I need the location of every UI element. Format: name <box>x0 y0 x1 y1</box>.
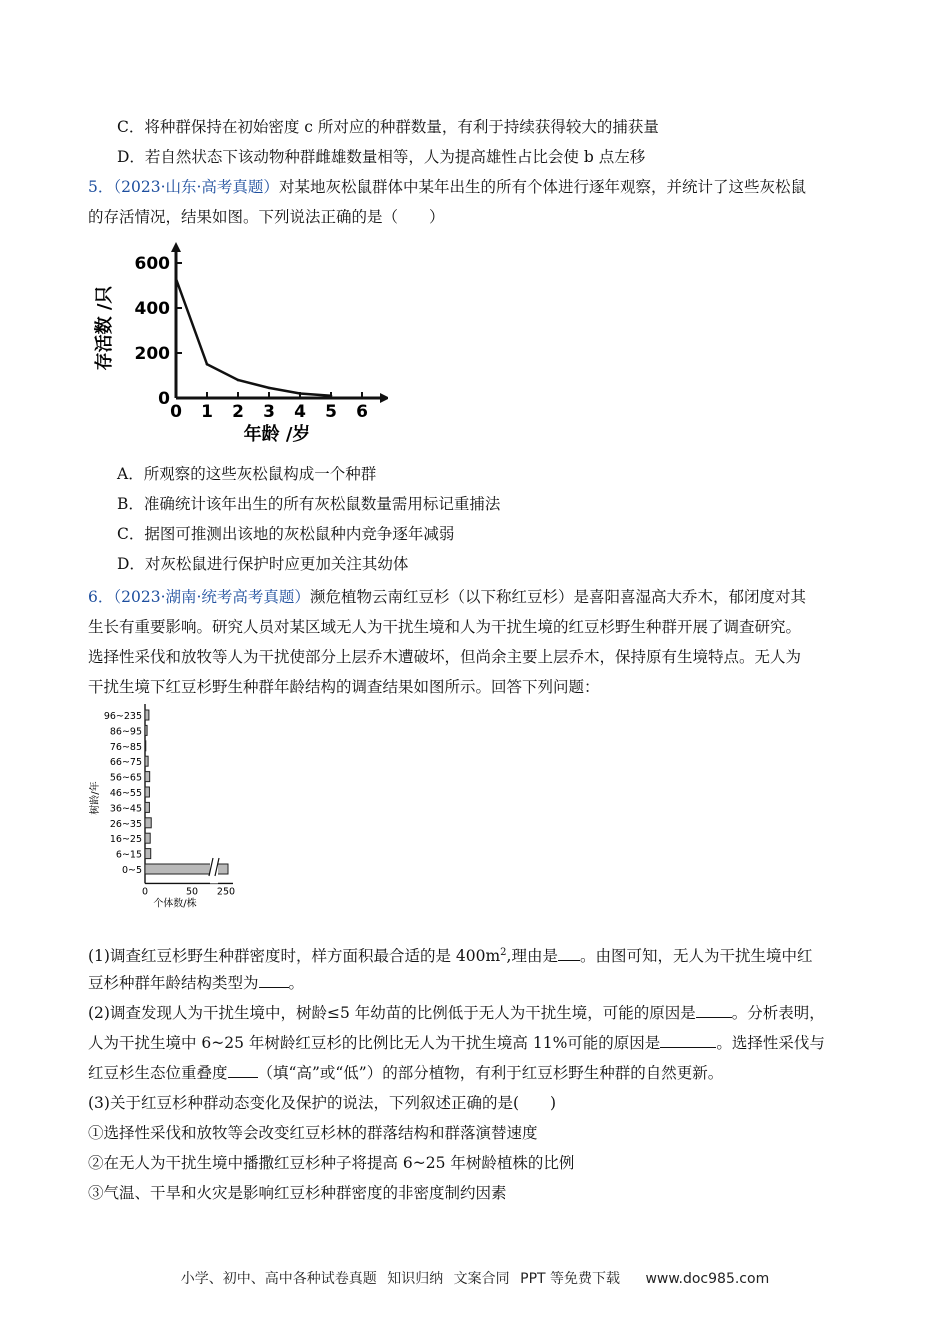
x-tick-label: 5 <box>325 402 337 422</box>
data-point <box>299 392 302 395</box>
data-point <box>206 363 209 366</box>
q6-part3-item-3: ③气温、干旱和火灾是影响红豆杉种群密度的非密度制约因素 <box>88 1184 507 1202</box>
age-structure-bar-chart <box>88 700 258 925</box>
q6-part1-text-c: 。由图可知，无人为干扰生境中红 <box>579 947 813 966</box>
q6-part2-line1 <box>88 1003 825 1023</box>
footer-text-2: 知识归纳 <box>387 1271 444 1287</box>
footer-text-1: 小学、初中、高中各种试卷真题 <box>180 1271 377 1287</box>
q6-part2-text-d: 。选择性采伐与 <box>716 1034 825 1052</box>
q6-part3-item-2: ②在无人为干扰生境中播撒红豆杉种子将提高 6~25 年树龄植株的比例 <box>88 1154 575 1172</box>
data-point <box>330 394 333 397</box>
bar <box>145 741 146 751</box>
q6-stem-line1 <box>88 587 806 607</box>
q5-option-b: B．准确统计该年出生的所有灰松鼠数量需用标记重捕法 <box>117 495 501 513</box>
q6-part1-line2 <box>88 973 304 993</box>
x-tick-label: 0 <box>170 402 182 422</box>
y-tick-label: 56~65 <box>109 772 142 784</box>
x-tick-label: 6 <box>356 402 368 422</box>
q6-part1-text-a: (1)调查红豆杉野生种群密度时，样方面积最合适的是 400m <box>88 947 501 966</box>
y-tick-label: 200 <box>134 344 170 364</box>
x-tick-label: 0 <box>141 886 149 898</box>
bar <box>145 802 149 812</box>
x-tick-label: 3 <box>263 402 275 422</box>
bar <box>145 710 149 720</box>
x-tick-label: 4 <box>294 402 306 422</box>
footer-text-3: 文案合同 <box>453 1271 510 1287</box>
q4-option-d: D．若自然状态下该动物种群雌雄数量相等，人为提高雄性占比会使 b 点左移 <box>117 148 646 166</box>
data-point <box>237 379 240 382</box>
answer-blank[interactable] <box>228 1063 258 1078</box>
q6-part1-text-d: 豆杉种群年龄结构类型为 <box>88 974 259 992</box>
y-tick-label: 46~55 <box>109 788 142 799</box>
q6-part1-line1 <box>88 943 813 966</box>
data-point <box>268 387 271 390</box>
x-axis-label: 个体数/株 <box>153 898 197 910</box>
q5-number: 5． <box>88 178 114 196</box>
q6-source: （2023·湖南·统考高考真题） <box>113 588 310 606</box>
q5-stem-text: 对某地灰松鼠群体中某年出生的所有个体进行逐年观察，并统计了这些灰松鼠 <box>278 178 806 196</box>
page-footer <box>0 1268 950 1288</box>
y-tick-label: 96~235 <box>103 711 142 722</box>
x-tick-label: 1 <box>201 402 213 422</box>
q6-number: 6． <box>88 588 114 606</box>
data-point <box>175 277 178 280</box>
q5-stem-line1 <box>88 177 806 197</box>
q5-stem-line2: 的存活情况，结果如图。下列说法正确的是（ ） <box>88 208 445 226</box>
bar <box>145 772 150 782</box>
q4-option-c: C．将种群保持在初始密度 c 所对应的种群数量，有利于持续获得较大的捕获量 <box>117 118 659 136</box>
q6-part2-text-f: （填“高”或“低”）的部分植物，有利于红豆杉野生种群的自然更新。 <box>257 1064 724 1082</box>
y-tick-label: 0~5 <box>121 865 142 876</box>
survival-series-line <box>176 279 331 396</box>
footer-site-link[interactable]: www.doc985.com <box>645 1271 770 1287</box>
q6-part3-item-1: ①选择性采伐和放牧等会改变红豆杉林的群落结构和群落演替速度 <box>88 1124 538 1142</box>
bar <box>145 833 150 843</box>
q5-option-d: D．对灰松鼠进行保护时应更加关注其幼体 <box>117 555 409 573</box>
y-tick-label: 76~85 <box>109 741 142 753</box>
bar <box>145 725 147 735</box>
q6-part1-text-e: 。 <box>288 974 305 992</box>
y-tick-label: 66~75 <box>109 757 142 769</box>
q5-option-a: A．所观察的这些灰松鼠构成一个种群 <box>117 465 377 483</box>
q5-source: （2023·山东·高考真题） <box>113 178 279 196</box>
q6-stem-line3: 选择性采伐和放牧等人为干扰使部分上层乔木遭破坏，但尚余主要上层乔木，保持原有生境特点。无人为 <box>88 648 802 666</box>
q6-part1-sup: 2 <box>500 947 507 958</box>
answer-blank[interactable] <box>660 1033 716 1048</box>
y-tick-label: 16~25 <box>109 834 142 846</box>
y-tick-label: 86~95 <box>109 726 142 738</box>
q6-stem-line4: 干扰生境下红豆杉野生种群年龄结构的调查结果如图所示。回答下列问题： <box>88 678 600 696</box>
bar <box>145 787 149 797</box>
y-tick-label: 600 <box>134 254 170 274</box>
q6-part2-text-c: 人为干扰生境中 6~25 年树龄红豆杉的比例比无人为干扰生境高 11%可能的原因是 <box>88 1034 661 1052</box>
y-axis-arrow <box>171 242 181 252</box>
q6-stem-line2: 生长有重要影响。研究人员对某区域无人为干扰生境和人为干扰生境的红豆杉野生种群开展了调查研究。 <box>88 618 802 636</box>
y-axis-label: 存活数 /只 <box>94 285 115 371</box>
y-tick-label: 6~15 <box>115 849 142 861</box>
bar <box>145 818 151 828</box>
y-tick-label: 400 <box>134 299 170 319</box>
bar <box>145 849 151 859</box>
q6-part2-line3 <box>88 1063 723 1083</box>
x-axis-label: 年龄 /岁 <box>243 424 311 445</box>
answer-blank[interactable] <box>558 946 580 961</box>
x-axis-arrow <box>380 393 388 403</box>
q6-part2-text-b: 。分析表明， <box>731 1004 825 1022</box>
q6-part3-stem: (3)关于红豆杉种群动态变化及保护的说法，下列叙述正确的是( ) <box>88 1094 557 1112</box>
bar <box>145 756 148 766</box>
x-tick-label: 50 <box>185 886 199 898</box>
y-tick-label: 0 <box>158 389 170 409</box>
q6-part2-text-e: 红豆杉生态位重叠度 <box>88 1064 228 1082</box>
x-tick-label: 2 <box>232 402 244 422</box>
q6-part2-line2 <box>88 1033 825 1053</box>
q6-part2-text-a: (2)调查发现人为干扰生境中，树龄≤5 年幼苗的比例低于无人为干扰生境，可能的原因是 <box>88 1004 696 1022</box>
q6-stem-text: 濒危植物云南红豆杉（以下称红豆杉）是喜阳喜湿高大乔木，郁闭度对其 <box>309 588 806 606</box>
y-tick-label: 26~35 <box>109 818 142 830</box>
answer-blank[interactable] <box>259 973 289 988</box>
q6-part1-text-b: ,理由是 <box>506 947 558 966</box>
survival-line-chart <box>88 240 388 445</box>
y-axis-label: 树龄/年 <box>90 781 101 815</box>
q5-option-c: C．据图可推测出该地的灰松鼠种内竞争逐年减弱 <box>117 525 455 543</box>
footer-text-4: PPT 等免费下载 <box>520 1271 621 1287</box>
answer-blank[interactable] <box>696 1003 732 1018</box>
x-tick-label: 250 <box>216 886 236 898</box>
y-tick-label: 36~45 <box>109 803 142 815</box>
